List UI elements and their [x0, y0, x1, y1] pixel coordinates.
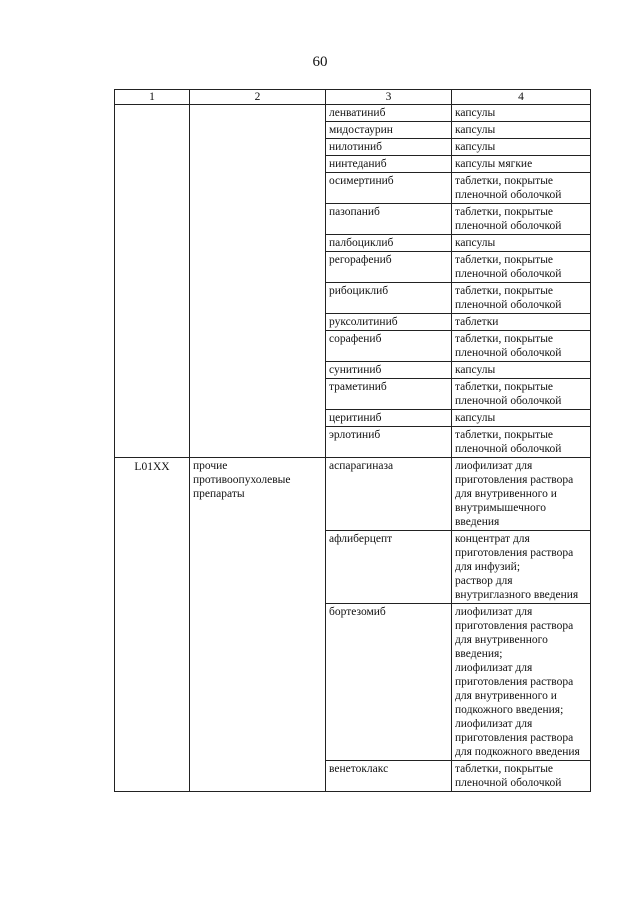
text-line: препараты — [193, 488, 245, 500]
text-line: приготовления раствора — [455, 620, 574, 632]
drug-name-cell — [326, 122, 452, 139]
dosage-form-cell — [452, 458, 591, 531]
text-line: рибоциклиб — [329, 285, 389, 297]
drug-name-cell — [326, 314, 452, 331]
text-line: руксолитиниб — [329, 316, 398, 328]
text-line: лиофилизат для — [455, 606, 533, 618]
text-line: пазопаниб — [329, 206, 380, 218]
text-line: таблетки, покрытые — [455, 285, 554, 297]
text-line: раствор для — [455, 575, 513, 587]
dosage-form-cell — [452, 531, 591, 604]
text-line: прочие — [193, 460, 228, 472]
dosage-form-cell — [452, 331, 591, 362]
text-line: таблетки, покрытые — [455, 763, 554, 775]
dosage-form-cell — [452, 156, 591, 173]
dosage-form-cell — [452, 314, 591, 331]
text-line: подкожного введения; — [455, 704, 564, 716]
text-line: капсулы — [455, 141, 496, 153]
text-line: капсулы — [455, 412, 496, 424]
block1-code-cell — [115, 105, 190, 458]
drug-name-cell — [326, 139, 452, 156]
dosage-form-cell — [452, 235, 591, 252]
dosage-form-cell — [452, 122, 591, 139]
text-line: пленочной оболочкой — [455, 220, 562, 232]
drug-name-cell — [326, 204, 452, 235]
drug-name-cell — [326, 156, 452, 173]
text-line: ленватиниб — [329, 107, 386, 119]
dosage-form-cell — [452, 410, 591, 427]
drug-name-cell — [326, 173, 452, 204]
drug-table — [114, 89, 591, 792]
text-line: таблетки, покрытые — [455, 333, 554, 345]
drug-name-cell — [326, 427, 452, 458]
dosage-form-cell — [452, 252, 591, 283]
text-line: сорафениб — [329, 333, 382, 345]
text-line: сунитиниб — [329, 364, 382, 376]
block2-group-cell — [190, 458, 326, 792]
drug-name-cell — [326, 458, 452, 531]
text-line: венетоклакс — [329, 763, 389, 775]
text-line: пленочной оболочкой — [455, 395, 562, 407]
text-line: афлиберцепт — [329, 533, 393, 545]
drug-name-cell — [326, 252, 452, 283]
text-line: капсулы — [455, 107, 496, 119]
text-line: для подкожного введения — [455, 746, 580, 758]
text-line: внутриглазного введения — [455, 589, 579, 601]
text-line: пленочной оболочкой — [455, 347, 562, 359]
text-line: пленочной оболочкой — [455, 299, 562, 311]
drug-name-cell — [326, 379, 452, 410]
text-line: приготовления раствора — [455, 474, 574, 486]
dosage-form-cell — [452, 105, 591, 122]
text-line: капсулы мягкие — [455, 158, 533, 170]
dosage-form-cell — [452, 427, 591, 458]
text-line: для внутривенного — [455, 634, 548, 646]
text-line: нинтеданиб — [329, 158, 387, 170]
table-row — [115, 105, 591, 122]
dosage-form-cell — [452, 173, 591, 204]
text-line: мидостаурин — [329, 124, 393, 136]
text-line: введения — [455, 516, 500, 528]
dosage-form-cell — [452, 362, 591, 379]
text-line: внутримышечного — [455, 502, 546, 514]
text-line: бортезомиб — [329, 606, 386, 618]
text-line: пленочной оболочкой — [455, 777, 562, 789]
drug-name-cell — [326, 105, 452, 122]
text-line: капсулы — [455, 364, 496, 376]
text-line: приготовления раствора — [455, 547, 574, 559]
text-line: введения; — [455, 648, 503, 660]
header-col-4: 4 — [452, 90, 591, 105]
dosage-form-cell — [452, 604, 591, 761]
text-line: для внутривенного и — [455, 488, 557, 500]
dosage-form-cell — [452, 204, 591, 235]
text-line: капсулы — [455, 124, 496, 136]
text-line: пленочной оболочкой — [455, 189, 562, 201]
text-line: L01XX — [134, 461, 170, 473]
text-line: пленочной оболочкой — [455, 268, 562, 280]
text-line: таблетки — [455, 316, 499, 328]
text-line: пленочной оболочкой — [455, 443, 562, 455]
text-line: лиофилизат для — [455, 718, 533, 730]
page-number: 60 — [312, 54, 328, 70]
text-line: таблетки, покрытые — [455, 429, 554, 441]
dosage-form-cell — [452, 379, 591, 410]
text-line: капсулы — [455, 237, 496, 249]
text-line: таблетки, покрытые — [455, 206, 554, 218]
text-line: концентрат для — [455, 533, 530, 545]
header-col-3: 3 — [326, 90, 452, 105]
text-line: для внутривенного и — [455, 690, 557, 702]
text-line: траметиниб — [329, 381, 387, 393]
table-row — [115, 458, 591, 531]
text-line: лиофилизат для — [455, 460, 533, 472]
text-line: таблетки, покрытые — [455, 381, 554, 393]
text-line: нилотиниб — [329, 141, 382, 153]
text-line: противоопухолевые — [193, 474, 291, 486]
block1-group-cell — [190, 105, 326, 458]
text-line: для инфузий; — [455, 561, 521, 573]
header-col-1: 1 — [115, 90, 190, 105]
drug-name-cell — [326, 410, 452, 427]
text-line: палбоциклиб — [329, 237, 394, 249]
dosage-form-cell — [452, 761, 591, 792]
drug-name-cell — [326, 604, 452, 761]
text-line: осимертиниб — [329, 175, 394, 187]
drug-name-cell — [326, 331, 452, 362]
drug-name-cell — [326, 531, 452, 604]
text-line: эрлотиниб — [329, 429, 381, 441]
drug-name-cell — [326, 235, 452, 252]
header-col-2: 2 — [190, 90, 326, 105]
text-line: приготовления раствора — [455, 732, 574, 744]
block2-code-cell — [115, 458, 190, 792]
dosage-form-cell — [452, 283, 591, 314]
text-line: аспарагиназа — [329, 460, 394, 472]
text-line: таблетки, покрытые — [455, 175, 554, 187]
text-line: лиофилизат для — [455, 662, 533, 674]
drug-name-cell — [326, 362, 452, 379]
text-line: приготовления раствора — [455, 676, 574, 688]
text-line: регорафениб — [329, 254, 392, 266]
drug-name-cell — [326, 283, 452, 314]
dosage-form-cell — [452, 139, 591, 156]
header-row — [115, 90, 591, 105]
text-line: таблетки, покрытые — [455, 254, 554, 266]
drug-name-cell — [326, 761, 452, 792]
text-line: церитиниб — [329, 412, 382, 424]
